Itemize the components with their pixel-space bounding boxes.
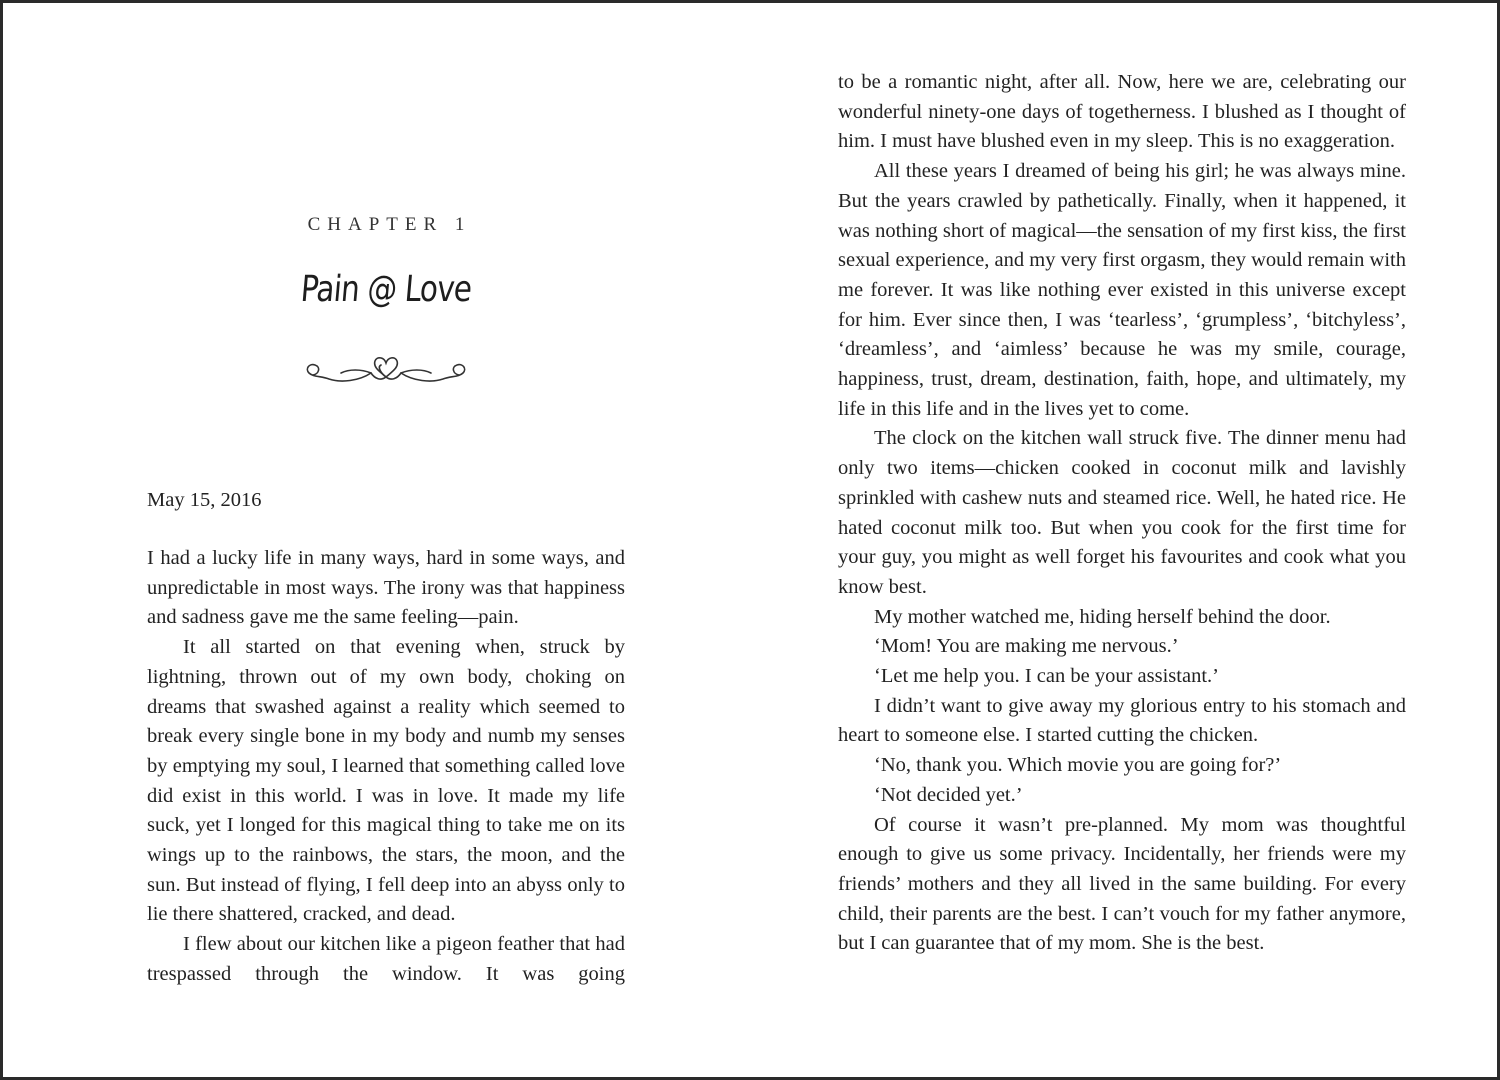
paragraph: All these years I dreamed of being his girl; he was always mine. But the years crawled by pathetically. Finally, when it happened, it was nothing short of magical—the sensation of my first kiss, the first sexual experience, and my very first orgasm, they would remain with me forever. It was like nothing ever existed in this universe except for him. Ever since then, I was ‘tearless’, ‘grumpless’, ‘bitchyless’, ‘dreamless’, and ‘aimless’ because he was my smile, courage, happiness, trust, dream, destination, faith, hope, and ultimately, my life in this life and in the lives yet to come. (838, 160, 1406, 420)
dialogue-line: ‘No, thank you. Which movie you are going for?’ (874, 754, 1282, 777)
paragraph: The clock on the kitchen wall struck five. The dinner menu had only two items—chicken cooked in coconut milk and lavishly sprinkled with cashew nuts and steamed rice. Well, he hated rice. He hated coconut milk too. But when you cook for the first time for your guy, you might as well forget his favourites and cook what you know best. (838, 427, 1406, 598)
paragraph: I didn’t want to give away my glorious entry to his stomach and heart to someone else. I started cutting the chicken. (838, 694, 1406, 747)
chapter-label: CHAPTER 1 (307, 214, 472, 235)
paragraph: to be a romantic night, after all. Now, here we are, celebrating our wonderful ninety-one days of togetherness. I blushed as I thought of him. I must have blushed even in my sleep. This is no exaggeration. (838, 71, 1406, 153)
entry-date: May 15, 2016 (147, 489, 262, 511)
heart-flourish-ornament-icon (301, 347, 471, 389)
right-body-text (838, 68, 1406, 959)
dialogue-line: ‘Not decided yet.’ (874, 783, 1023, 806)
paragraph: I had a lucky life in many ways, hard in some ways, and unpredictable in most ways. The irony was that happiness and sadness gave me the same feeling—pain. (147, 547, 625, 629)
right-page (750, 3, 1497, 1077)
dialogue-line: ‘Mom! You are making me nervous.’ (874, 635, 1179, 658)
paragraph: Of course it wasn’t pre-planned. My mom was thoughtful enough to give us some privacy. Incidentally, her friends were my friends’ mothers and they all lived in the same building. For every child, their parents are the best. I can’t vouch for my father anymore, but I can guarantee that of my mom. She is the best. (838, 813, 1406, 955)
left-body-text (147, 544, 625, 990)
dialogue-line: ‘Let me help you. I can be your assistant.’ (874, 665, 1219, 688)
paragraph: I flew about our kitchen like a pigeon feather that had trespassed through the window. It was going (147, 933, 625, 985)
paragraph: It all started on that evening when, struck by lightning, thrown out of my own body, choking on dreams that swashed against a reality which seemed to break every single bone in my body and numb my senses by emptying my soul, I learned that something called love did exist in this world. I was in love. It made my life suck, yet I longed for this magical thing to take me on its wings up to the rainbows, the stars, the moon, and the sun. But instead of flying, I fell deep into an abyss only to lie there shattered, cracked, and dead. (147, 636, 625, 926)
chapter-title: Pain @ Love (299, 269, 473, 310)
paragraph: My mother watched me, hiding herself behind the door. (874, 605, 1331, 628)
left-page (3, 3, 750, 1077)
